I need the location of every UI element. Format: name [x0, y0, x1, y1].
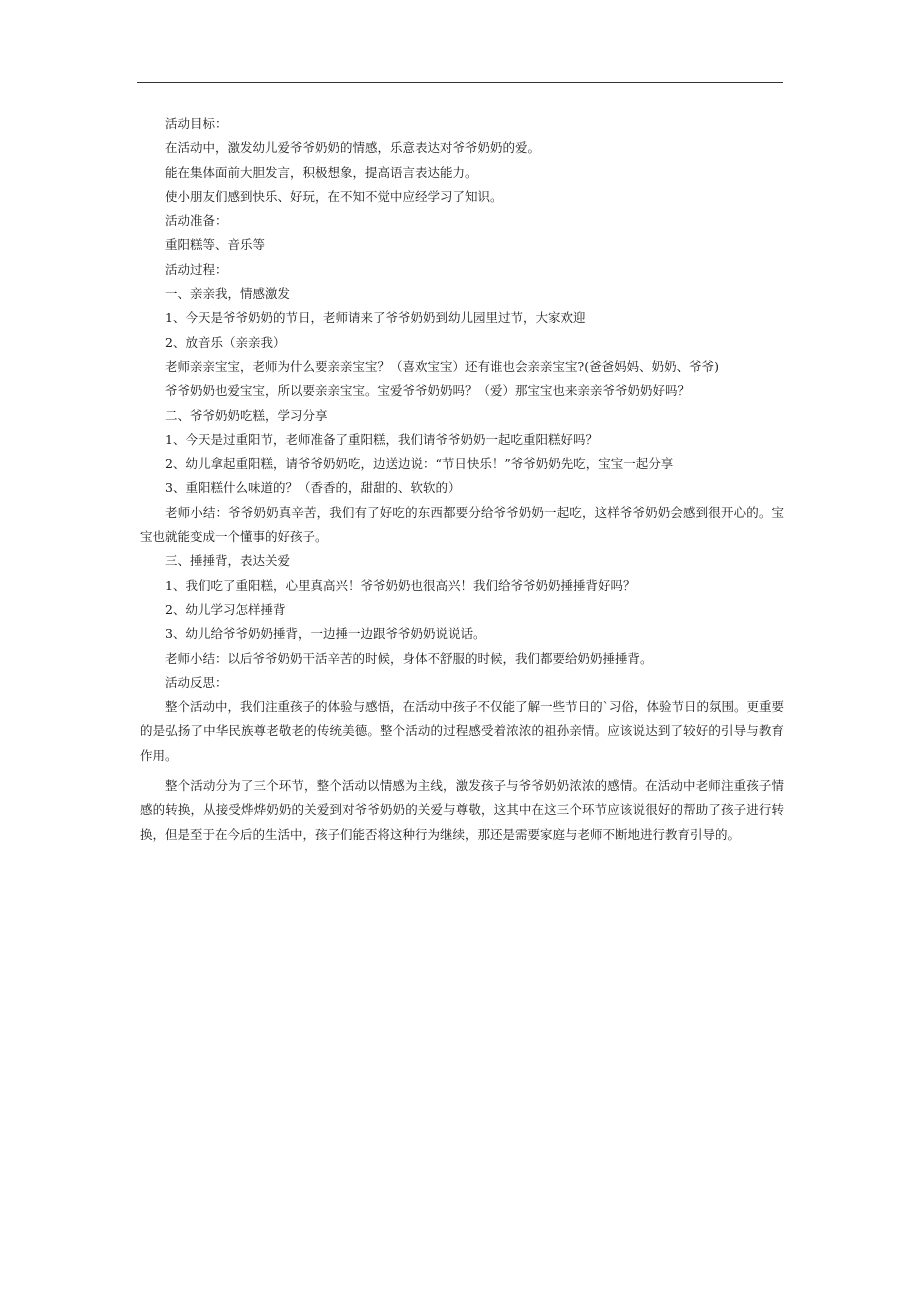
teacher-summary: 老师小结：爷爷奶奶真辛苦，我们有了好吃的东西都要分给爷爷奶奶一起吃，这样爷爷奶奶会感到很开心的。宝宝也就能变成一个懂事的好孩子。 — [140, 504, 784, 545]
goal-item: 使小朋友们感到快乐、好玩，在不知不觉中应经学习了知识。 — [165, 188, 503, 204]
section-heading-process: 活动过程： — [165, 261, 228, 277]
process-text: 老师亲亲宝宝，老师为什么要亲亲宝宝？（喜欢宝宝）还有谁也会亲亲宝宝?(爸爸妈妈、奶奶、爷爷) — [165, 358, 719, 374]
section-heading-goals: 活动目标： — [165, 116, 228, 131]
goal-item: 在活动中，激发幼儿爱爷爷奶奶的情感，乐意表达对爷爷奶奶的爱。 — [165, 140, 541, 156]
process-step-heading: 三、捶捶背，表达关爱 — [165, 553, 291, 569]
process-step-item: 2、幼儿学习怎样捶背 — [165, 601, 286, 617]
goal-item: 能在集体面前大胆发言，积极想象，提高语言表达能力。 — [165, 164, 478, 180]
document-body — [140, 112, 784, 847]
process-step-item: 1、我们吃了重阳糕，心里真高兴！爷爷奶奶也很高兴！我们给爷爷奶奶捶捶背好吗？ — [165, 577, 636, 593]
process-step-item: 3、幼儿给爷爷奶奶捶背，一边捶一边跟爷爷奶奶说说话。 — [165, 626, 486, 642]
process-step-item: 1、今天是爷爷奶奶的节日，老师请来了爷爷奶奶到幼儿园里过节，大家欢迎 — [165, 310, 586, 326]
process-step-item: 1、今天是过重阳节，老师准备了重阳糕，我们请爷爷奶奶一起吃重阳糕好吗？ — [165, 431, 598, 447]
reflection-paragraph: 整个活动中，我们注重孩子的体验与感悟，在活动中孩子不仅能了解一些节日的`习俗，体验节日的氛围。更重要的是弘扬了中华民族尊老敬老的传统美德。整个活动的过程感受着浓浓的祖孙亲情。应该说达到了较好的引导与教育作用。 — [140, 699, 784, 763]
process-step-item: 3、重阳糕什么味道的？（香香的，甜甜的、软软的） — [165, 480, 461, 496]
reflection-paragraph: 整个活动分为了三个环节，整个活动以情感为主线，激发孩子与爷爷奶奶浓浓的感情。在活动中老师注重孩子情感的转换，从接受烨烨奶奶的关爱到对爷爷奶奶的关爱与尊敬，这其中在这三个环节应该说很好的帮助了孩子进行转换，但是至于在今后的生活中，孩子们能否将这种行为继续，那还是需要家庭与老师不断地进行教育引导的。 — [140, 778, 784, 842]
preparation-text: 重阳糕等、音乐等 — [165, 237, 266, 253]
teacher-summary: 老师小结：以后爷爷奶奶干活辛苦的时候，身体不舒服的时候，我们都要给奶奶捶捶背。 — [165, 650, 653, 666]
process-step-item: 2、放音乐（亲亲我） — [165, 334, 286, 350]
process-text: 爷爷奶奶也爱宝宝，所以要亲亲宝宝。宝爱爷爷奶奶吗？（爱）那宝宝也来亲亲爷爷奶奶好吗？ — [165, 383, 691, 399]
process-step-heading: 一、亲亲我，情感激发 — [165, 286, 291, 302]
process-step-heading: 二、爷爷奶奶吃糕，学习分享 — [165, 407, 328, 423]
header-rule — [137, 82, 783, 83]
section-heading-reflection: 活动反思： — [165, 674, 228, 690]
section-heading-preparation: 活动准备： — [165, 213, 228, 229]
process-step-item: 2、幼儿拿起重阳糕，请爷爷奶奶吃，边送边说：“节日快乐！”爷爷奶奶先吃，宝宝一起分享 — [165, 456, 674, 472]
